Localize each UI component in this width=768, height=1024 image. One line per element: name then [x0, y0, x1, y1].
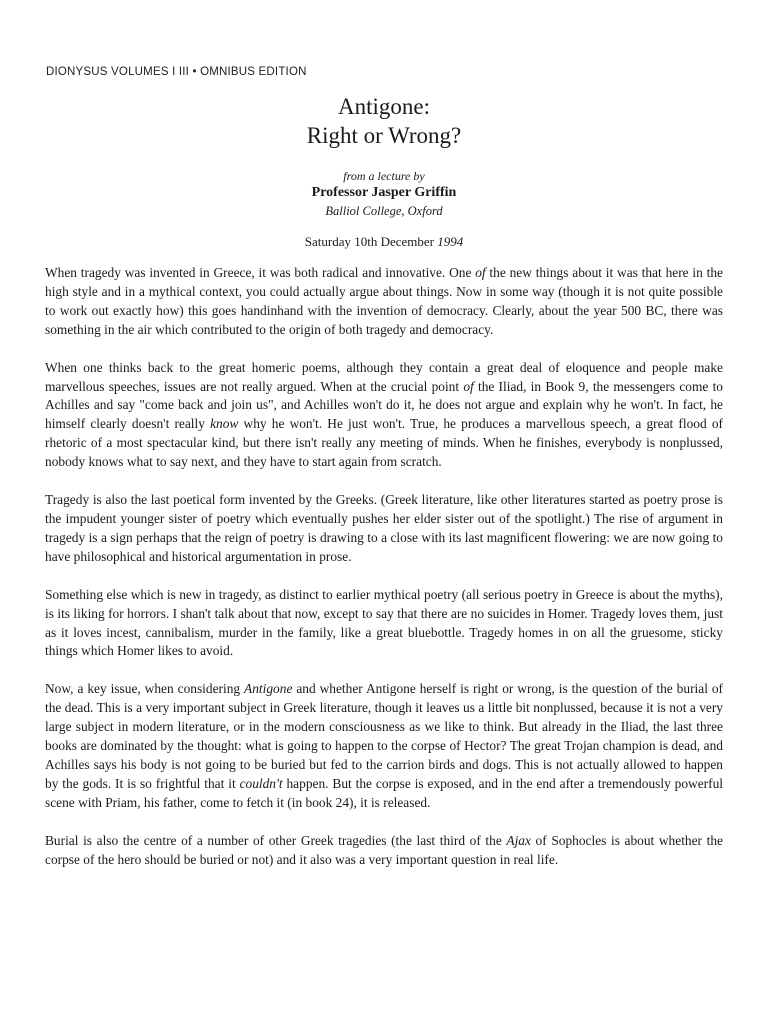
paragraph-text: When tragedy was invented in Greece, it was both radical and innovative. One: [45, 265, 476, 280]
article-body: [45, 264, 723, 869]
paragraph-emphasis: Antigone: [244, 681, 293, 697]
paragraph-text: happen. But the corpse is exposed, and in the end after a tremendously powerful scene with Priam, his father, come to fetch it (in book 24), it is released.: [45, 775, 723, 810]
paragraph-text: Something else which is new in tragedy, as distinct to earlier mythical poetry (all serious poetry in Greece is about the myths), is its liking for horrors. I shan't talk about that now, except to say that there are no suicides in Homer. Tragedy loves them, just as it loves incest, cannibalism, murder in the family, like a great bluebottle. Tragedy homes in on all the gruesome, sticky things which Homer likes to avoid.: [45, 586, 723, 659]
title-line-2: Right or Wrong?: [306, 123, 462, 148]
lecture-date: [0, 234, 768, 250]
title-line-1: Antigone:: [338, 94, 430, 119]
running-head: DIONYSUS VOLUMES I III • OMNIBUS EDITION: [46, 66, 307, 78]
paragraph-text: the new things about it was that here in the high style and in a mythical context, you could actually argue about things. Now in some way (though it is not quite possible to work out exactly how) this goes handinhand with the invention of democracy. Clearly, about the year 500 BC, there was something in the air which contributed to the origin of both tragedy and democracy.: [45, 265, 723, 337]
paragraph-text: and whether Antigone herself is right or wrong, is the question of the burial of the dead. This is a very important subject in Greek literature, though it leaves us a little bit nonplussed, because it is not a very large subject in modern literature, or in the modern consciousness as we like to think. But already in the Iliad, the last three books are dominated by the thought: what is going to happen to the corpse of Hector? The great Trojan champion is dead, and Achilles says his body is not going to be buried but fed to the carrion birds and dogs. This is not actually allowed to happen by the gods. It is so frightful that it: [45, 681, 724, 791]
paragraph-emphasis: of: [463, 378, 474, 394]
byline: [0, 168, 768, 220]
paragraph-text: Tragedy is also the last poetical form invented by the Greeks. (Greek literature, like other literatures started as poetry prose is the impudent younger sister of poetry which eventually pushes her elder sister out of the spotlight.) The rise of argument in tragedy is a sign perhaps that the reign of poetry is drawing to a close with its last magnificent flowering: we are now going to have philosophical and historical argumentation in prose.: [45, 492, 723, 564]
paragraph-emphasis: of: [475, 265, 486, 280]
date-text: Saturday 10th December: [304, 234, 438, 249]
paragraph-emphasis: couldn't: [239, 775, 283, 791]
paragraph-4: [45, 586, 723, 662]
paragraph-text: When one thinks back to the great homeric poems, although they contain a great deal of eloquence and people make marvellous speeches, issues are not really argued. When at the crucial point: [45, 359, 723, 394]
paragraph-text: Now, a key issue, when considering: [45, 681, 245, 697]
author-name: Professor Jasper Griffin: [311, 185, 457, 200]
author-affiliation: Balliol College, Oxford: [325, 204, 443, 218]
paragraph-5: [45, 680, 723, 812]
paragraph-text: the Iliad, in Book 9, the messengers come to Achilles and say "come back and join us", and Achilles won't do it, he does not argue and explain why he won't. In fact, he himself clearly doesn't really: [45, 378, 724, 432]
date-year: 1994: [437, 234, 464, 249]
paragraph-3: [45, 491, 723, 567]
paragraph-emphasis: know: [210, 416, 239, 432]
paragraph-6: [45, 832, 723, 870]
paragraph-text: why he won't. He just won't. True, he produces a marvellous speech, a great flood of rhetoric of a most spectacular kind, but there isn't really any meeting of minds. When he finishes, everybody is nonplussed, nobody knows what to say next, and they have to start again from scratch.: [45, 416, 723, 470]
paragraph-text: of Sophocles is about whether the corpse of the hero should be buried or not) and it also was a very important question in real life.: [45, 832, 723, 867]
byline-from: from a lecture by: [343, 169, 425, 183]
article-title: [0, 92, 768, 150]
paragraph-1: [45, 264, 723, 340]
paragraph-2: [45, 359, 723, 472]
paragraph-emphasis: Ajax: [506, 832, 531, 848]
paragraph-text: Burial is also the centre of a number of other Greek tragedies (the last third of the: [45, 832, 507, 848]
